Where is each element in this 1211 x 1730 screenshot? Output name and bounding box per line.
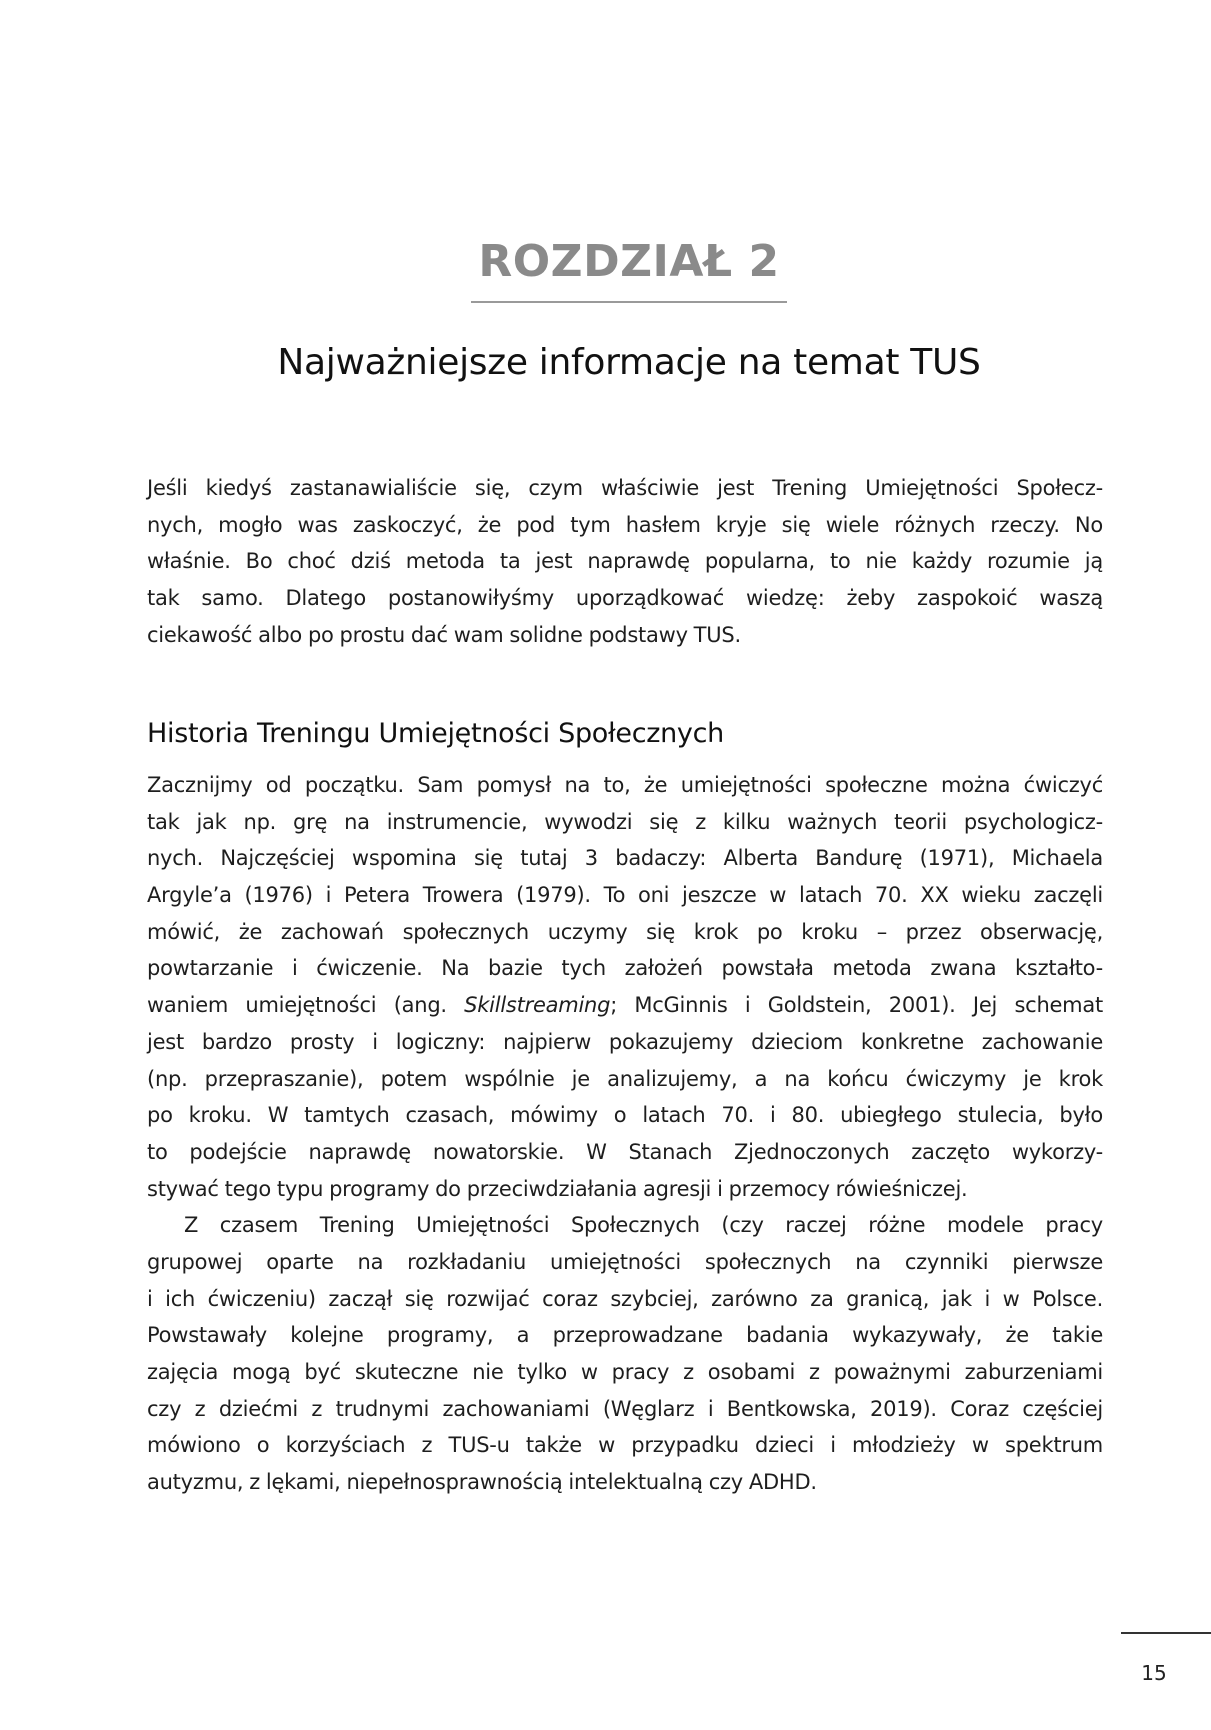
text-line: jest bardzo prosty i logiczny: najpierw pokazujemy dzieciom konkretne zachowanie bbox=[147, 1029, 1103, 1054]
text-segment: ; McGinnis i Goldstein, 2001). Jej schemat bbox=[610, 993, 1103, 1018]
text-line: tak jak np. grę na instrumencie, wywodzi się z kilku ważnych teorii psychologicz- bbox=[147, 809, 1103, 834]
text-line: stywać tego typu programy do przeciwdziałania agresji i przemocy rówieśniczej. bbox=[147, 1176, 968, 1201]
text-line: to podejście naprawdę nowatorskie. W Stanach Zjednoczonych zaczęto wykorzy- bbox=[147, 1139, 1103, 1164]
text-line: mówiono o korzyściach z TUS-u także w przypadku dzieci i młodzieży w spektrum bbox=[147, 1433, 1103, 1458]
history-paragraph-1 bbox=[147, 767, 1103, 1207]
page-number: 15 bbox=[1141, 1661, 1167, 1685]
footer-rule bbox=[1121, 1632, 1211, 1634]
chapter-title: Najważniejsze informacje na temat TUS bbox=[277, 342, 981, 383]
text-line: zajęcia mogą być skuteczne nie tylko w pracy z osobami z poważnymi zaburzeniami bbox=[147, 1360, 1103, 1384]
text-line: nych, mogło was zaskoczyć, że pod tym hasłem kryje się wiele różnych rzeczy. No bbox=[147, 512, 1103, 537]
text-line: autyzmu, z lękami, niepełnosprawnością intelektualną czy ADHD. bbox=[147, 1470, 817, 1495]
history-text bbox=[147, 767, 1103, 1501]
text-line: Jeśli kiedyś zastanawialiście się, czym właściwie jest Trening Umiejętności Społecz- bbox=[147, 476, 1103, 500]
section-heading: Historia Treningu Umiejętności Społecznych bbox=[147, 718, 724, 749]
text-segment: waniem umiejętności (ang. bbox=[147, 993, 465, 1018]
text-line: (np. przepraszanie), potem wspólnie je analizujemy, a na końcu ćwiczymy je krok bbox=[147, 1066, 1103, 1091]
text-line: czy z dziećmi z trudnymi zachowaniami (Węglarz i Bentkowska, 2019). Coraz częściej bbox=[147, 1396, 1103, 1421]
text-line: Zacznijmy od początku. Sam pomysł na to, że umiejętności społeczne można ćwiczyć bbox=[147, 773, 1103, 797]
italic-term: Skillstreaming bbox=[464, 993, 611, 1018]
text-line: ciekawość albo po prostu dać wam solidne podstawy TUS. bbox=[147, 622, 741, 647]
text-line: Powstawały kolejne programy, a przeprowadzane badania wykazywały, że takie bbox=[147, 1323, 1103, 1348]
text-line bbox=[147, 987, 1103, 1024]
text-line: grupowej oparte na rozkładaniu umiejętności społecznych na czynniki pierwsze bbox=[147, 1249, 1103, 1274]
intro-paragraph bbox=[147, 470, 1103, 653]
text-line: Argyle’a (1976) i Petera Trowera (1979). To oni jeszcze w latach 70. XX wieku zaczęli bbox=[147, 883, 1103, 908]
chapter-rule bbox=[471, 301, 787, 303]
chapter-label: ROZDZIAŁ 2 bbox=[478, 236, 780, 287]
text-line: po kroku. W tamtych czasach, mówimy o latach 70. i 80. ubiegłego stulecia, było bbox=[147, 1103, 1103, 1128]
text-line: nych. Najczęściej wspomina się tutaj 3 badaczy: Alberta Bandurę (1971), Michaela bbox=[147, 846, 1103, 871]
text-line: mówić, że zachowań społecznych uczymy się krok po kroku – przez obserwację, bbox=[147, 919, 1103, 944]
history-paragraph-2 bbox=[147, 1207, 1103, 1501]
text-line: właśnie. Bo choć dziś metoda ta jest naprawdę popularna, to nie każdy rozumie ją bbox=[147, 549, 1103, 574]
text-line: i ich ćwiczeniu) zaczął się rozwijać coraz szybciej, zarówno za granicą, jak i w Polsce. bbox=[147, 1286, 1103, 1311]
text-line: tak samo. Dlatego postanowiłyśmy uporządkować wiedzę: żeby zaspokoić waszą bbox=[147, 586, 1103, 611]
text-line: Z czasem Trening Umiejętności Społecznych (czy raczej różne modele pracy bbox=[184, 1213, 1103, 1238]
text-line: powtarzanie i ćwiczenie. Na bazie tych założeń powstała metoda zwana kształto- bbox=[147, 956, 1103, 981]
